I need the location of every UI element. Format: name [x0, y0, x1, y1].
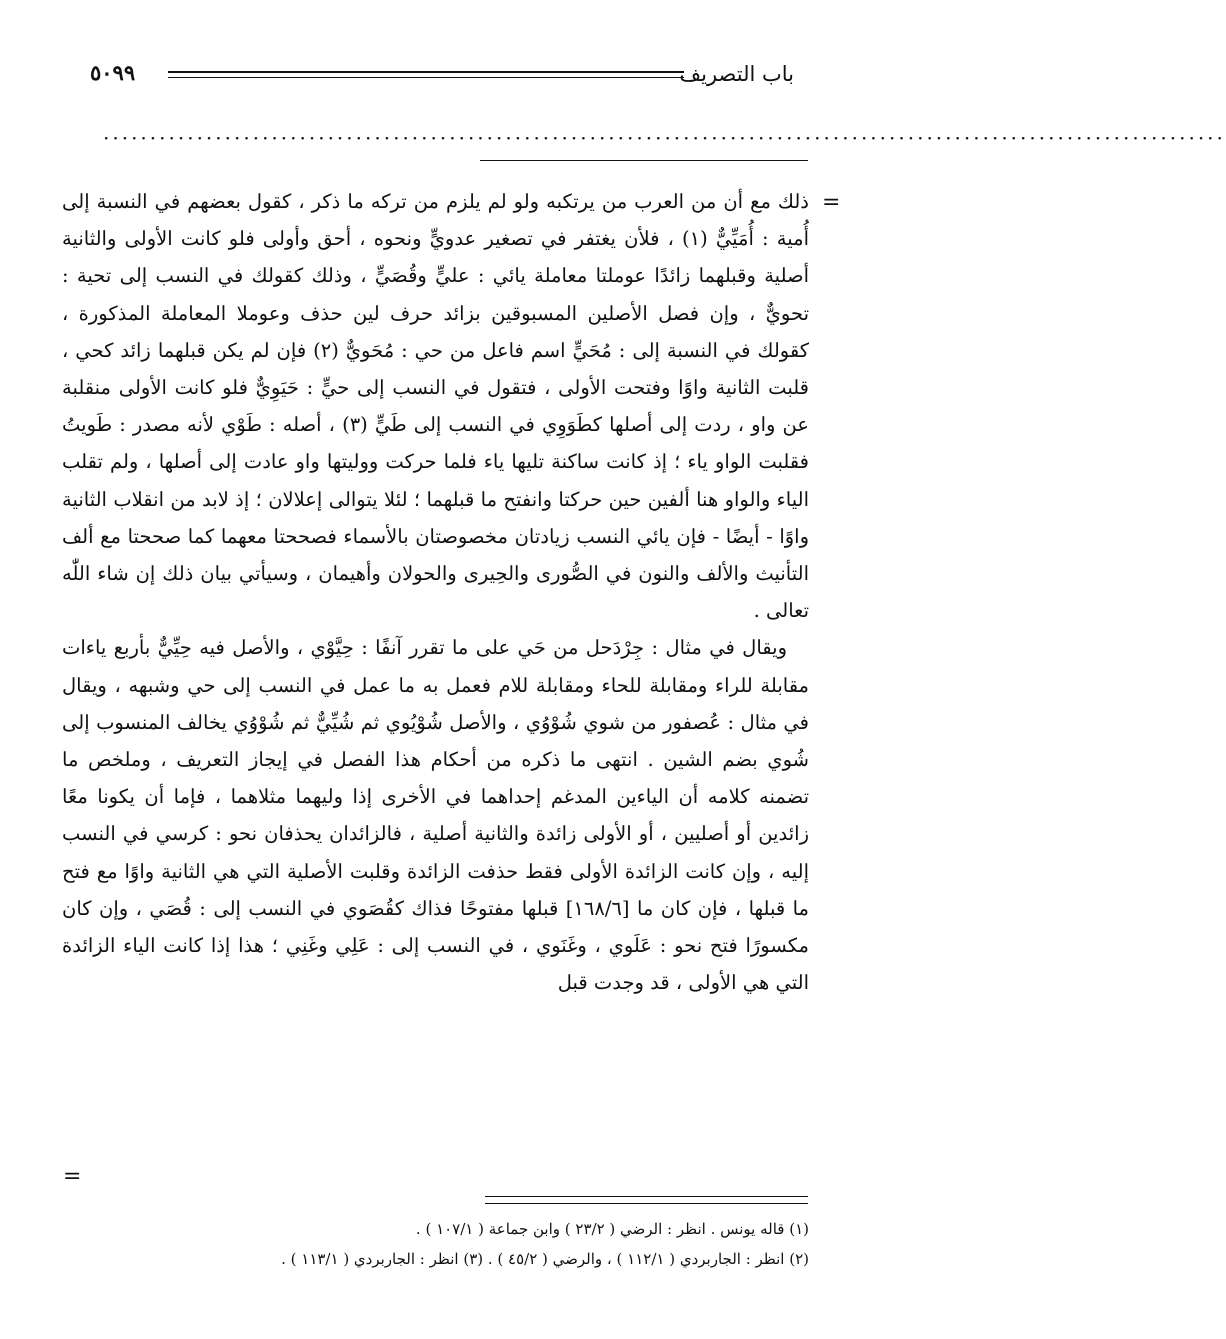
header-rule-thin: [168, 77, 684, 78]
footnote: (١) قاله يونس . انظر : الرضي ( ٢٣/٢ ) وابن جماعة ( ١٠٧/١ ) .: [415, 1220, 809, 1238]
footnote-rule-thick: [485, 1196, 808, 1197]
running-header: [90, 62, 794, 92]
header-rule-thick: [168, 71, 684, 73]
footnote-rule-thin: [485, 1203, 808, 1204]
paragraph: ويقال في مثال : جِرْدَحل من حَي على ما تقرر آنفًا : حِيَّوْي ، والأصل فيه حِيِّيٌّ بأربع ياءات مقابلة للراء ومقابلة للحاء ومقابلة للام فعمل به ما عمل في النسب إلى حي وشبهه ، ويقال في مثال : عُصفور من شوي شُوْوُي ، والأصل شُوْيُوي ثم شُيِّيٌّ ثم شُوْوُي يخالف المنسوب إلى شُوي بضم الشين . انتهى ما ذكره من أحكام هذا الفصل في إيجاز التعريف ، وملخص ما تضمنه كلامه أن الياءين المدغم إحداهما في الأخرى إذا وليهما مثلاهما ، فإما أن يكونا معًا زائدين أو أصليين ، أو الأولى زائدة والثانية أصلية ، فالزائدان يحذفان نحو : كرسي في النسب إليه ، وإن كانت الزائدة الأولى فقط حذفت الزائدة وقلبت الأصلية التي هي الثانية واوًا مع فتح ما قبلها ، فإن كان ما [١٦٨/٦] قبلها مفتوحًا فذاك كقُصَوي في النسب إلى : قُصَي ، وإن كان مكسورًا فتح نحو : عَلَوي ، وغَنَوي ، في النسب إلى : عَلِي وغَنِي ؛ هذا إذا كانت الياء الزائدة التي هي الأولى ، قد وجدت قبل: [62, 636, 810, 995]
footnote: (٢) انظر : الجاربردي ( ١١٢/١ ) ، والرضي ( ٤٥/٢ ) . (٣) انظر : الجاربردي ( ١١٣/١ ) .: [281, 1250, 809, 1268]
short-separator-rule: [480, 160, 808, 161]
paragraph: ذلك مع أن من العرب من يرتكبه ولو لم يلزم من تركه ما ذكر ، كقول بعضهم في النسبة إلى أُمية : أُمَيِّيٌّ (١) ، فلأن يغتفر في تصغير عدويٍّ ونحوه ، أحق وأولى فلو كانت الأولى والثانية أصلية وقبلهما زائدًا عوملتا معاملة يائي : عليٍّ وقُصَيٍّ ، وذلك كقولك في النسب إلى تحية : تحويٌّ ، وإن فصل الأصلين المسبوقين بزائد حرف لين حذف وعوملا المعاملة المذكورة ، كقولك في النسبة إلى : مُحَيٍّ اسم فاعل من حي : مُحَويٌّ (٢) فإن لم يكن قبلهما زائد كحي ، قلبت الثانية واوًا وفتحت الأولى ، فتقول في النسب إلى حيٍّ : حَيَوِيٌّ فلو كانت الأولى منقلبة عن واو ، ردت إلى أصلها كطَوَوِي في النسب إلى طَيٍّ (٣) ، أصله : طَوْي لأنه مصدر : طَويتُ فقلبت الواو ياء ؛ إذ كانت ساكنة تليها ياء فلما حركت ووليتها واو عادت إلى أصلها ، ولم تقلب الياء والواو هنا ألفين حين حركتا وانفتح ما قبلهما ؛ لئلا يتوالى إعلالان ؛ إذ لابد من انقلاب الثانية واوًا - أيضًا - فإن يائي النسب زيادتان مخصوصتان بالأسماء فصححتا معهما كما صححتا مع ألف التأنيث والألف والنون في الصُّورى والحِيرى والحولان وأهيمان ، وسيأتي بيان ذلك إن شاء اللّٰه تعالى .: [62, 190, 810, 623]
page-number: ٥٠٩٩: [90, 60, 136, 85]
body-text: [62, 183, 809, 1193]
chapter-title: باب التصريف: [679, 62, 794, 86]
continuation-mark-bottom: =: [63, 1164, 82, 1189]
dotted-separator: ························································································································: [103, 126, 1226, 150]
continuation-mark-top: =: [822, 190, 841, 215]
footnotes: [90, 1214, 809, 1274]
